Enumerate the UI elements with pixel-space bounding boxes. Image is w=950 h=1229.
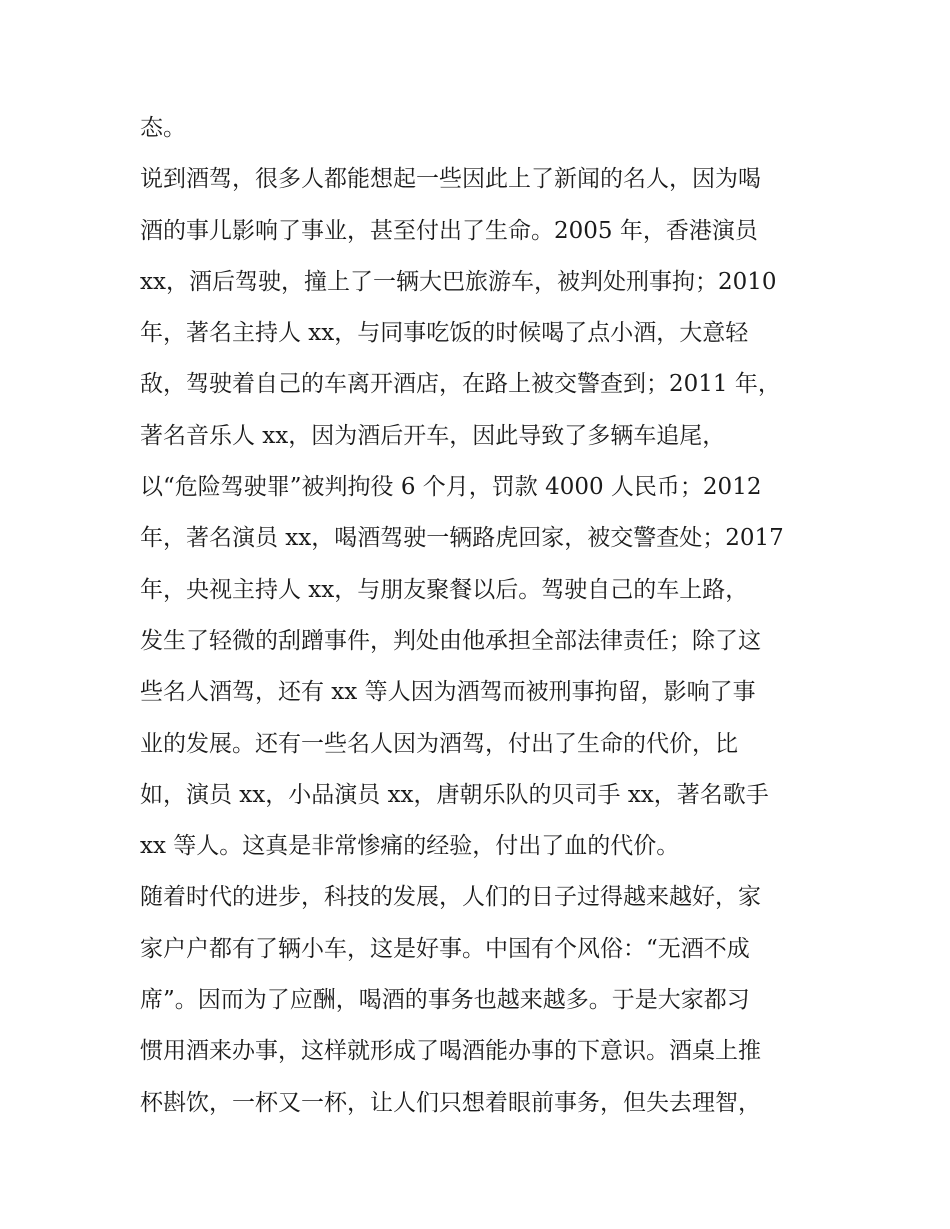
text-line: xx，酒后驾驶，撞上了一辆大巴旅游车，被判处刑事拘；2010 bbox=[140, 268, 777, 295]
text-line: 家户户都有了辆小车，这是好事。中国有个风俗：“无酒不成 bbox=[140, 935, 750, 962]
text-line: 年，著名演员 xx，喝酒驾驶一辆路虎回家，被交警查处；2017 bbox=[140, 525, 784, 552]
document-body bbox=[140, 103, 820, 1129]
text-line: xx 等人。这真是非常惨痛的经验，付出了血的代价。 bbox=[140, 833, 680, 860]
text-line: 年，央视主持人 xx，与朋友聚餐以后。驾驶自己的车上路， bbox=[140, 576, 749, 603]
text-line: 年，著名主持人 xx，与同事吃饭的时候喝了点小酒，大意轻 bbox=[140, 320, 749, 347]
text-line: 惯用酒来办事，这样就形成了喝酒能办事的下意识。酒桌上推 bbox=[140, 1038, 761, 1065]
text-line: 些名人酒驾，还有 xx 等人因为酒驾而被刑事拘留，影响了事 bbox=[140, 679, 756, 706]
text-line: 著名音乐人 xx，因为酒后开车，因此导致了多辆车追尾， bbox=[140, 422, 726, 449]
text-line: 酒的事儿影响了事业，甚至付出了生命。2005 年，香港演员 bbox=[140, 217, 758, 244]
text-line: 如，演员 xx，小品演员 xx，唐朝乐队的贝司手 xx，著名歌手 bbox=[140, 781, 769, 808]
text-line: 随着时代的进步，科技的发展，人们的日子过得越来越好，家 bbox=[140, 884, 761, 911]
text-line: 态。 bbox=[140, 115, 186, 141]
text-line: 席”。因而为了应酬，喝酒的事务也越来越多。于是大家都习 bbox=[140, 987, 750, 1014]
text-line: 业的发展。还有一些名人因为酒驾，付出了生命的代价，比 bbox=[140, 730, 738, 757]
text-line: 说到酒驾，很多人都能想起一些因此上了新闻的名人，因为喝 bbox=[140, 166, 761, 193]
text-line: 杯斟饮，一杯又一杯，让人们只想着眼前事务，但失去理智， bbox=[140, 1089, 761, 1116]
text-line: 发生了轻微的刮蹭事件，判处由他承担全部法律责任；除了这 bbox=[140, 627, 761, 654]
text-line: 以“危险驾驶罪”被判拘役 6 个月，罚款 4000 人民币；2012 bbox=[140, 474, 762, 501]
text-line: 敌，驾驶着自己的车离开酒店，在路上被交警查到；2011 年， bbox=[140, 371, 781, 398]
